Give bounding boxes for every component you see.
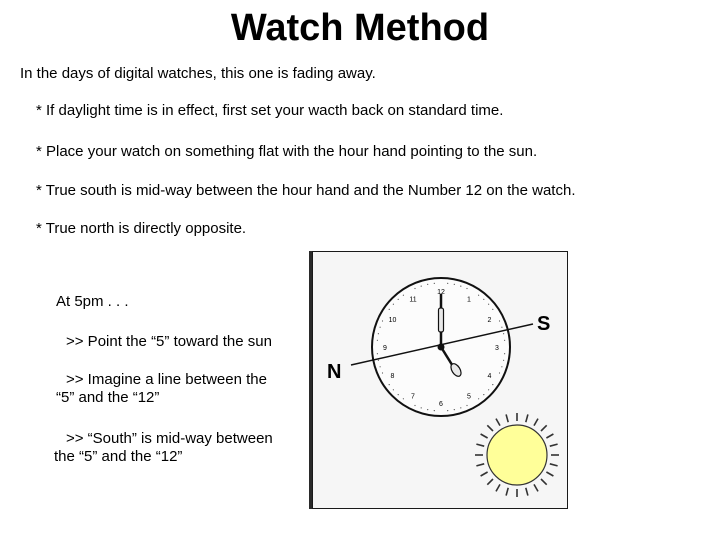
watch-tick [454,284,455,285]
sun-ray [526,488,528,496]
watch-tick [488,389,489,390]
watch-numeral: 8 [390,373,395,380]
north-label: N [327,361,342,383]
sun-ray [534,484,538,491]
watch-tick [501,366,502,367]
sun-ray [476,464,484,466]
watch-tick [466,405,467,406]
watch-tick [378,360,379,361]
example-step-point: >> Point the “5” toward the sun [66,333,272,350]
bullet-daylight: * If daylight time is in effect, first set your wacth back on standard time. [36,102,504,119]
example-step-imagine-line2: “5” and the “12” [56,389,160,406]
sun-ray [476,444,484,446]
sun-ray [506,414,508,422]
watch-numeral: 2 [487,317,492,324]
watch-tick [414,288,415,289]
example-step-south-line2: the “5” and the “12” [54,448,183,465]
watch-numeral: 1 [467,296,471,304]
watch-tick [398,394,399,395]
watch-numeral: 9 [383,345,387,352]
watch-tick [447,410,448,411]
watch-numeral: 7 [411,393,415,401]
watch-numeral: 6 [439,401,443,408]
watch-tick [427,284,428,285]
watch-tick [466,288,467,289]
watch-tick [503,333,504,334]
sun-ray [541,479,547,485]
watch-tick [503,360,504,361]
sun-icon [475,413,559,497]
watch-tick [389,384,390,385]
watch-tick [380,366,381,367]
watch-tick [478,295,479,296]
watch-tick [447,283,448,284]
bullet-true-north: * True north is directly opposite. [36,220,247,237]
watch-numeral: 12 [437,289,445,296]
watch-tick [378,333,379,334]
watch-center-pin [438,344,445,351]
sun-ray [496,484,500,491]
watch-tick [483,394,484,395]
watch-numeral: 11 [409,296,417,304]
watch-numeral: 3 [495,345,499,352]
watch-tick [460,286,461,287]
watch-tick [504,353,505,354]
south-label: S [537,313,551,335]
sun-ray [481,472,488,476]
watch-tick [382,320,383,321]
sun-ray [546,434,553,438]
watch-tick [427,409,428,410]
watch-tick [499,320,500,321]
watch-numeral: 5 [467,393,471,401]
bullet-hour-hand: * Place your watch on something flat with the hour hand pointing to the sun. [36,143,538,160]
watch-tick [504,340,505,341]
sun-ray [526,414,528,422]
watch-tick [414,405,415,406]
example-step-imagine-line1: >> Imagine a line between the [66,371,267,388]
watch-tick [434,283,435,284]
sun-ray [546,472,553,476]
watch-tick [389,309,390,310]
watch-tick [421,286,422,287]
sun-ray [550,464,558,466]
watch-tick [393,389,394,390]
watch-tick [403,295,404,296]
watch-tick [488,304,489,305]
watch-tick [454,409,455,410]
watch-tick [460,407,461,408]
watch-tick [492,309,493,310]
sun-ray [481,434,488,438]
sun-ray [550,444,558,446]
sun-ray [487,479,493,485]
watch-tick [478,398,479,399]
watch-tick [421,407,422,408]
watch-tick [393,304,394,305]
watch-tick [499,372,500,373]
watch-numeral: 4 [487,373,492,380]
sun-ray [506,488,508,496]
watch-tick [377,353,378,354]
sun-ray [487,425,493,431]
watch-tick [434,410,435,411]
watch-tick [483,299,484,300]
watch-tick [382,372,383,373]
example-heading: At 5pm . . . [56,293,129,310]
watch-numeral: 10 [388,317,397,324]
watch-figure [312,251,568,509]
page-title: Watch Method [230,7,490,49]
example-step-south-line1: >> “South” is mid-way between [66,430,273,447]
intro-text: In the days of digital watches, this one is fading away. [20,65,376,82]
sun-ray [496,419,500,426]
sun-ray [534,419,538,426]
watch-tick [403,398,404,399]
watch-tick [492,384,493,385]
watch-tick [501,327,502,328]
sun-ray [541,425,547,431]
bullet-true-south: * True south is mid-way between the hour hand and the Number 12 on the watch. [36,182,576,199]
watch-tick [377,340,378,341]
watch-diagram [313,252,567,508]
watch-tick [398,299,399,300]
watch-tick [380,327,381,328]
